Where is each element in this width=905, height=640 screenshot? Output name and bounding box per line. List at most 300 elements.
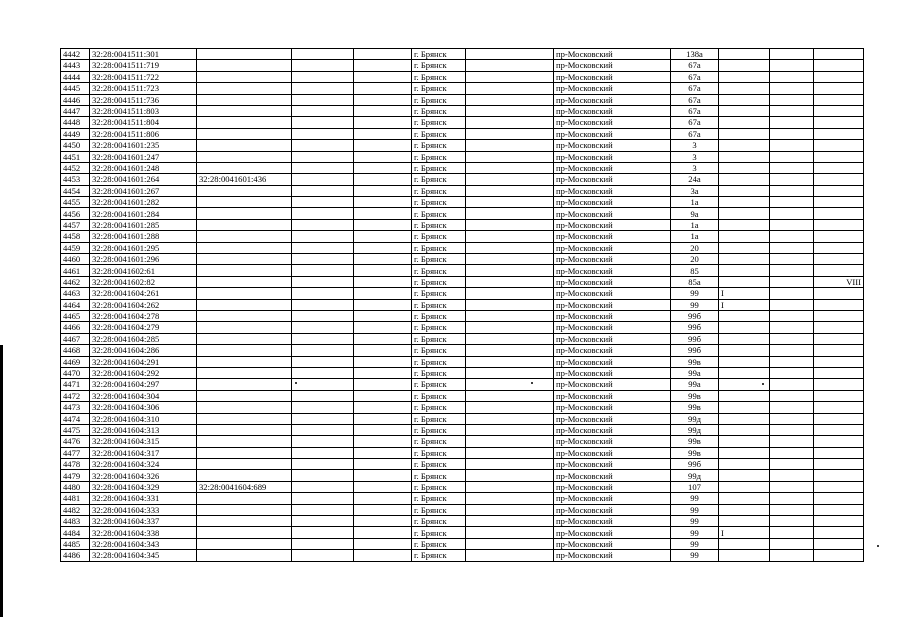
category-cell [719,310,770,321]
table-row [61,538,864,549]
empty-cell [466,459,554,470]
empty-cell [770,174,814,185]
empty-cell [354,185,412,196]
empty-cell [770,254,814,265]
house-number-cell: 99 [671,516,719,527]
street-cell: пр-Московский [554,231,671,242]
class-cell [814,504,864,515]
scan-edge-mark [0,345,3,617]
class-cell [814,333,864,344]
city-cell: г. Брянск [412,105,466,116]
empty-cell [770,265,814,276]
table-row [61,288,864,299]
row-number-cell: 4478 [61,459,90,470]
street-cell: пр-Московский [554,174,671,185]
parent-cadastral-cell [197,105,292,116]
table-row [61,276,864,287]
empty-cell [770,128,814,139]
empty-cell [292,538,354,549]
empty-cell [292,60,354,71]
parent-cadastral-cell [197,413,292,424]
house-number-cell: 24а [671,174,719,185]
empty-cell [466,402,554,413]
cadastral-number-cell: 32:28:0041604:331 [90,493,197,504]
row-number-cell: 4456 [61,208,90,219]
row-number-cell: 4486 [61,550,90,561]
row-number-cell: 4466 [61,322,90,333]
row-number-cell: 4479 [61,470,90,481]
empty-cell [466,299,554,310]
class-cell [814,436,864,447]
empty-cell [292,493,354,504]
street-cell: пр-Московский [554,242,671,253]
empty-cell [466,128,554,139]
empty-cell [770,470,814,481]
row-number-cell: 4446 [61,94,90,105]
category-cell [719,71,770,82]
street-cell: пр-Московский [554,413,671,424]
category-cell [719,470,770,481]
row-number-cell: 4458 [61,231,90,242]
street-cell: пр-Московский [554,310,671,321]
empty-cell [466,447,554,458]
empty-cell [354,49,412,60]
empty-cell [770,424,814,435]
empty-cell [354,242,412,253]
class-cell [814,151,864,162]
parent-cadastral-cell [197,436,292,447]
parent-cadastral-cell [197,197,292,208]
category-cell [719,390,770,401]
street-cell: пр-Московский [554,459,671,470]
empty-cell [770,379,814,390]
class-cell [814,390,864,401]
empty-cell [466,390,554,401]
house-number-cell: 99 [671,538,719,549]
empty-cell [292,310,354,321]
house-number-cell: 67а [671,117,719,128]
empty-cell [466,424,554,435]
category-cell [719,550,770,561]
house-number-cell: 99 [671,504,719,515]
empty-cell [466,538,554,549]
house-number-cell: 9а [671,208,719,219]
cadastral-number-cell: 32:28:0041601:247 [90,151,197,162]
city-cell: г. Брянск [412,276,466,287]
table-row [61,424,864,435]
table-row [61,390,864,401]
city-cell: г. Брянск [412,219,466,230]
empty-cell [770,447,814,458]
city-cell: г. Брянск [412,322,466,333]
street-cell: пр-Московский [554,49,671,60]
house-number-cell: 99б [671,310,719,321]
cadastral-number-cell: 32:28:0041604:292 [90,367,197,378]
class-cell [814,254,864,265]
street-cell: пр-Московский [554,265,671,276]
row-number-cell: 4476 [61,436,90,447]
city-cell: г. Брянск [412,413,466,424]
street-cell: пр-Московский [554,516,671,527]
class-cell [814,105,864,116]
category-cell [719,504,770,515]
city-cell: г. Брянск [412,493,466,504]
empty-cell [292,94,354,105]
row-number-cell: 4460 [61,254,90,265]
empty-cell [466,356,554,367]
cadastral-number-cell: 32:28:0041604:313 [90,424,197,435]
row-number-cell: 4452 [61,162,90,173]
parent-cadastral-cell [197,242,292,253]
row-number-cell: 4449 [61,128,90,139]
cadastral-number-cell: 32:28:0041604:304 [90,390,197,401]
empty-cell [354,140,412,151]
street-cell: пр-Московский [554,151,671,162]
category-cell [719,208,770,219]
class-cell [814,322,864,333]
house-number-cell: 1а [671,219,719,230]
class-cell [814,117,864,128]
street-cell: пр-Московский [554,333,671,344]
category-cell [719,128,770,139]
city-cell: г. Брянск [412,231,466,242]
cadastral-number-cell: 32:28:0041511:803 [90,105,197,116]
city-cell: г. Брянск [412,345,466,356]
parent-cadastral-cell [197,276,292,287]
cadastral-number-cell: 32:28:0041604:285 [90,333,197,344]
class-cell [814,231,864,242]
empty-cell [354,174,412,185]
city-cell: г. Брянск [412,265,466,276]
empty-cell [770,538,814,549]
empty-cell [354,481,412,492]
category-cell [719,276,770,287]
house-number-cell: 99 [671,550,719,561]
row-number-cell: 4442 [61,49,90,60]
empty-cell [770,94,814,105]
parent-cadastral-cell [197,390,292,401]
house-number-cell: 99в [671,447,719,458]
row-number-cell: 4474 [61,413,90,424]
empty-cell [354,538,412,549]
parent-cadastral-cell [197,219,292,230]
table-row [61,254,864,265]
street-cell: пр-Московский [554,140,671,151]
house-number-cell: 1а [671,231,719,242]
table-row [61,333,864,344]
empty-cell [770,151,814,162]
table-row [61,265,864,276]
empty-cell [466,310,554,321]
city-cell: г. Брянск [412,140,466,151]
street-cell: пр-Московский [554,60,671,71]
street-cell: пр-Московский [554,197,671,208]
empty-cell [466,413,554,424]
city-cell: г. Брянск [412,379,466,390]
row-number-cell: 4481 [61,493,90,504]
empty-cell [466,117,554,128]
empty-cell [354,459,412,470]
empty-cell [770,140,814,151]
cadastral-number-cell: 32:28:0041604:326 [90,470,197,481]
parent-cadastral-cell: 32:28:0041604:689 [197,481,292,492]
empty-cell [466,470,554,481]
city-cell: г. Брянск [412,550,466,561]
empty-cell [770,299,814,310]
empty-cell [770,436,814,447]
empty-cell [354,447,412,458]
parent-cadastral-cell [197,493,292,504]
empty-cell [466,208,554,219]
cadastral-number-cell: 32:28:0041604:262 [90,299,197,310]
cadastral-number-cell: 32:28:0041604:315 [90,436,197,447]
category-cell [719,481,770,492]
cadastral-number-cell: 32:28:0041604:333 [90,504,197,515]
empty-cell [292,345,354,356]
city-cell: г. Брянск [412,288,466,299]
class-cell [814,265,864,276]
empty-cell [770,242,814,253]
empty-cell [466,185,554,196]
parent-cadastral-cell [197,447,292,458]
city-cell: г. Брянск [412,242,466,253]
empty-cell [354,470,412,481]
table-row [61,470,864,481]
street-cell: пр-Московский [554,83,671,94]
house-number-cell: 67а [671,83,719,94]
empty-cell [466,345,554,356]
parent-cadastral-cell [197,60,292,71]
parent-cadastral-cell [197,367,292,378]
scan-speck [531,382,533,384]
empty-cell [354,390,412,401]
scan-speck [295,382,297,384]
row-number-cell: 4461 [61,265,90,276]
empty-cell [354,333,412,344]
city-cell: г. Брянск [412,447,466,458]
row-number-cell: 4454 [61,185,90,196]
cadastral-number-cell: 32:28:0041604:297 [90,379,197,390]
empty-cell [466,162,554,173]
street-cell: пр-Московский [554,299,671,310]
category-cell [719,49,770,60]
empty-cell [292,242,354,253]
house-number-cell: 67а [671,71,719,82]
house-number-cell: 138а [671,49,719,60]
cadastral-number-cell: 32:28:0041601:267 [90,185,197,196]
empty-cell [292,504,354,515]
cadastral-number-cell: 32:28:0041604:279 [90,322,197,333]
empty-cell [770,504,814,515]
city-cell: г. Брянск [412,436,466,447]
row-number-cell: 4448 [61,117,90,128]
parent-cadastral-cell [197,151,292,162]
category-cell [719,83,770,94]
cadastral-number-cell: 32:28:0041604:306 [90,402,197,413]
empty-cell [466,481,554,492]
row-number-cell: 4453 [61,174,90,185]
table-row [61,504,864,515]
street-cell: пр-Московский [554,185,671,196]
city-cell: г. Брянск [412,208,466,219]
empty-cell [292,49,354,60]
category-cell [719,254,770,265]
empty-cell [292,447,354,458]
empty-cell [292,71,354,82]
row-number-cell: 4464 [61,299,90,310]
street-cell: пр-Московский [554,402,671,413]
empty-cell [292,254,354,265]
empty-cell [466,197,554,208]
house-number-cell: 67а [671,128,719,139]
house-number-cell: 99в [671,390,719,401]
empty-cell [466,265,554,276]
row-number-cell: 4485 [61,538,90,549]
cadastral-number-cell: 32:28:0041604:278 [90,310,197,321]
empty-cell [354,310,412,321]
row-number-cell: 4447 [61,105,90,116]
category-cell [719,197,770,208]
class-cell [814,459,864,470]
class-cell [814,185,864,196]
row-number-cell: 4443 [61,60,90,71]
street-cell: пр-Московский [554,447,671,458]
empty-cell [354,219,412,230]
parent-cadastral-cell [197,470,292,481]
city-cell: г. Брянск [412,185,466,196]
empty-cell [466,276,554,287]
empty-cell [354,254,412,265]
category-cell [719,459,770,470]
parent-cadastral-cell [197,402,292,413]
cadastral-number-cell: 32:28:0041601:295 [90,242,197,253]
empty-cell [292,174,354,185]
table-row [61,185,864,196]
category-cell [719,356,770,367]
empty-cell [292,276,354,287]
class-cell [814,538,864,549]
city-cell: г. Брянск [412,162,466,173]
table-row [61,402,864,413]
row-number-cell: 4451 [61,151,90,162]
empty-cell [466,151,554,162]
empty-cell [770,493,814,504]
empty-cell [770,60,814,71]
street-cell: пр-Московский [554,424,671,435]
table-row [61,447,864,458]
house-number-cell: 20 [671,254,719,265]
cadastral-number-cell: 32:28:0041604:337 [90,516,197,527]
class-cell [814,208,864,219]
empty-cell [354,208,412,219]
empty-cell [292,390,354,401]
house-number-cell: 3 [671,140,719,151]
empty-cell [466,140,554,151]
category-cell [719,242,770,253]
class-cell [814,345,864,356]
parent-cadastral-cell [197,550,292,561]
category-cell [719,322,770,333]
class-cell [814,140,864,151]
empty-cell [292,117,354,128]
parent-cadastral-cell [197,140,292,151]
category-cell [719,436,770,447]
cadastral-number-cell: 32:28:0041601:288 [90,231,197,242]
empty-cell [354,128,412,139]
empty-cell [354,162,412,173]
row-number-cell: 4462 [61,276,90,287]
class-cell [814,527,864,538]
class-cell [814,470,864,481]
empty-cell [292,481,354,492]
parent-cadastral-cell [197,162,292,173]
parent-cadastral-cell: 32:28:0041601:436 [197,174,292,185]
empty-cell [292,162,354,173]
empty-cell [466,288,554,299]
class-cell [814,94,864,105]
category-cell [719,94,770,105]
row-number-cell: 4457 [61,219,90,230]
empty-cell [292,436,354,447]
empty-cell [466,367,554,378]
table-row [61,174,864,185]
empty-cell [770,390,814,401]
table-row [61,117,864,128]
cadastral-number-cell: 32:28:0041604:329 [90,481,197,492]
row-number-cell: 4480 [61,481,90,492]
category-cell [719,424,770,435]
city-cell: г. Брянск [412,390,466,401]
empty-cell [354,151,412,162]
cadastral-number-cell: 32:28:0041604:291 [90,356,197,367]
street-cell: пр-Московский [554,254,671,265]
empty-cell [292,197,354,208]
parent-cadastral-cell [197,208,292,219]
city-cell: г. Брянск [412,71,466,82]
city-cell: г. Брянск [412,333,466,344]
empty-cell [354,299,412,310]
street-cell: пр-Московский [554,128,671,139]
cadastral-number-cell: 32:28:0041601:282 [90,197,197,208]
empty-cell [770,83,814,94]
cadastral-number-cell: 32:28:0041511:722 [90,71,197,82]
cadastral-number-cell: 32:28:0041601:285 [90,219,197,230]
empty-cell [354,516,412,527]
city-cell: г. Брянск [412,459,466,470]
empty-cell [292,470,354,481]
street-cell: пр-Московский [554,345,671,356]
table-row [61,367,864,378]
class-cell [814,60,864,71]
street-cell: пр-Московский [554,94,671,105]
table-row [61,379,864,390]
parent-cadastral-cell [197,527,292,538]
table-row [61,516,864,527]
empty-cell [354,402,412,413]
category-cell [719,219,770,230]
house-number-cell: 99д [671,424,719,435]
parent-cadastral-cell [197,516,292,527]
category-cell [719,345,770,356]
house-number-cell: 20 [671,242,719,253]
house-number-cell: 99в [671,402,719,413]
city-cell: г. Брянск [412,424,466,435]
city-cell: г. Брянск [412,254,466,265]
city-cell: г. Брянск [412,299,466,310]
table-row [61,436,864,447]
row-number-cell: 4483 [61,516,90,527]
empty-cell [466,94,554,105]
